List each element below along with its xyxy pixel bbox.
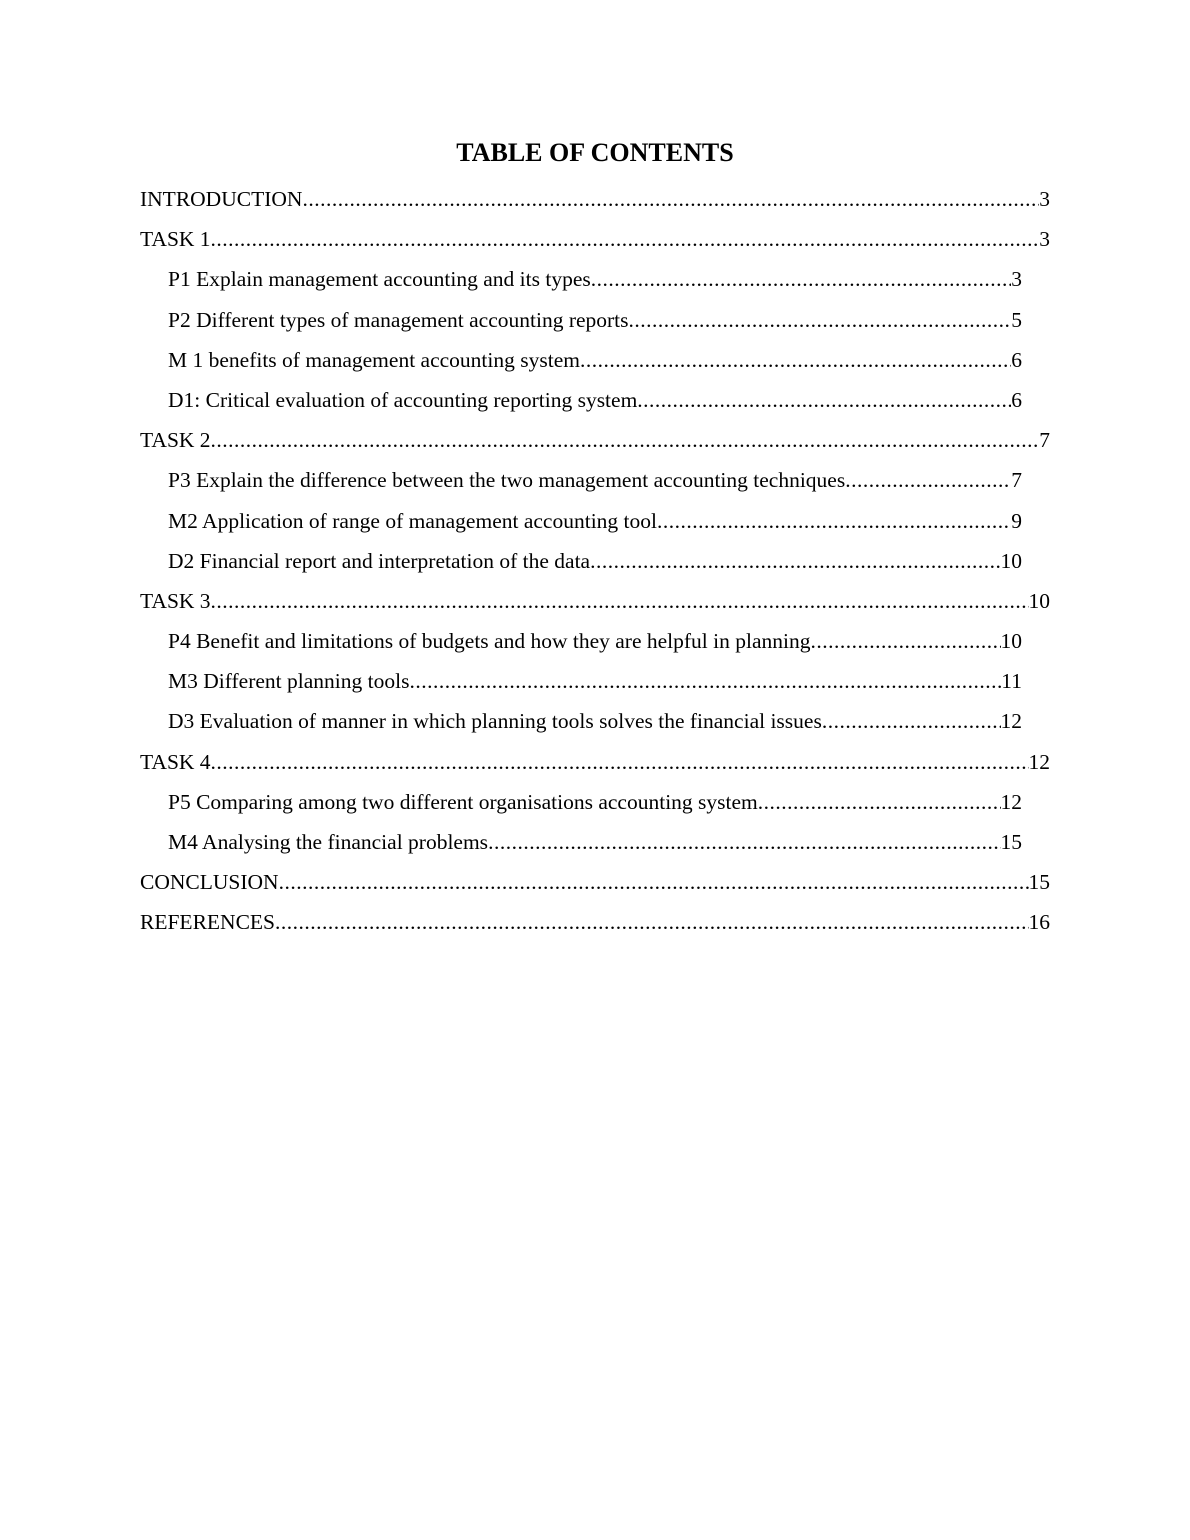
toc-dot-leader	[811, 625, 1001, 657]
toc-page-number: 12	[1000, 789, 1022, 814]
toc-page-number: 12	[1028, 749, 1050, 774]
toc-dot-leader	[211, 585, 1029, 617]
toc-entry-text: D2 Financial report and interpretation of the data	[168, 548, 591, 573]
toc-entry[interactable]	[168, 545, 1022, 585]
toc-entry[interactable]	[168, 263, 1022, 303]
toc-entry-text: CONCLUSION	[140, 870, 279, 895]
toc-page-number: 7	[1011, 468, 1022, 493]
toc-dot-leader	[302, 183, 1039, 215]
toc-entry-text: REFERENCES	[140, 910, 275, 935]
toc-dot-leader	[275, 906, 1029, 938]
toc-dot-leader	[822, 705, 1001, 737]
toc-entry-text: D3 Evaluation of manner in which planning tools solves the financial issues	[168, 709, 822, 734]
toc-dot-leader	[488, 826, 1000, 858]
toc-dot-leader	[591, 263, 1012, 295]
toc-page-number: 10	[1000, 629, 1022, 654]
toc-dot-leader	[409, 665, 1001, 697]
toc-entry[interactable]	[168, 304, 1022, 344]
toc-dot-leader	[629, 304, 1012, 336]
toc-dot-leader	[845, 464, 1011, 496]
toc-page-number: 9	[1011, 508, 1022, 533]
toc-entry[interactable]	[168, 705, 1022, 745]
toc-entry[interactable]	[168, 625, 1022, 665]
toc-dot-leader	[211, 223, 1040, 255]
toc-entry[interactable]	[140, 223, 1050, 263]
toc-page-number: 12	[1000, 709, 1022, 734]
toc-entry[interactable]	[168, 665, 1022, 705]
toc-page-number: 3	[1011, 267, 1022, 292]
toc-entry-text: INTRODUCTION	[140, 187, 303, 211]
toc-dot-leader	[211, 746, 1029, 778]
toc-list	[140, 183, 1050, 947]
toc-page-number: 7	[1039, 428, 1050, 453]
toc-dot-leader	[279, 866, 1029, 898]
toc-entry[interactable]	[168, 464, 1022, 504]
toc-entry-text: TASK 2	[140, 428, 211, 453]
toc-entry-text: M3 Different planning tools	[168, 669, 410, 694]
toc-entry-text: P1 Explain management accounting and its types	[168, 267, 591, 292]
toc-entry[interactable]	[140, 424, 1050, 464]
toc-page-number: 6	[1011, 347, 1022, 372]
toc-entry-text: D1: Critical evaluation of accounting reporting system	[168, 387, 638, 412]
toc-entry[interactable]	[168, 344, 1022, 384]
toc-entry-text: TASK 1	[140, 227, 211, 252]
toc-entry-text: P5 Comparing among two different organisations accounting system	[168, 789, 758, 814]
toc-page-number: 3	[1039, 227, 1050, 252]
toc-entry[interactable]	[140, 183, 1050, 223]
toc-entry[interactable]	[140, 746, 1050, 786]
toc-title: TABLE OF CONTENTS	[456, 138, 734, 167]
toc-entry-text: TASK 4	[140, 749, 211, 774]
toc-entry[interactable]	[168, 505, 1022, 545]
toc-page-number: 11	[1001, 669, 1022, 694]
toc-entry-text: P4 Benefit and limitations of budgets and how they are helpful in planning	[168, 629, 811, 654]
toc-page-number: 15	[1028, 870, 1050, 895]
toc-page-number: 15	[1000, 830, 1022, 854]
toc-entry-text: M2 Application of range of management accounting tool	[168, 508, 657, 533]
toc-page-number: 10	[1000, 548, 1022, 573]
toc-entry-text: M4 Analysing the financial problems	[168, 830, 489, 854]
toc-dot-leader	[211, 424, 1040, 456]
toc-entry-text: M 1 benefits of management accounting system	[168, 347, 580, 372]
toc-dot-leader	[590, 545, 1000, 577]
toc-entry[interactable]	[140, 906, 1050, 946]
toc-page-number: 3	[1039, 187, 1050, 211]
toc-entry[interactable]	[168, 384, 1022, 424]
toc-entry-text: TASK 3	[140, 588, 211, 613]
toc-page-number: 16	[1028, 910, 1050, 935]
toc-dot-leader	[657, 505, 1011, 537]
toc-entry[interactable]	[168, 826, 1022, 866]
toc-page-number: 6	[1011, 387, 1022, 412]
toc-entry[interactable]	[140, 866, 1050, 906]
toc-page-number: 10	[1028, 588, 1050, 613]
toc-entry-text: P3 Explain the difference between the two management accounting techniques	[168, 468, 846, 493]
toc-dot-leader	[637, 384, 1011, 416]
toc-entry[interactable]	[168, 786, 1022, 826]
toc-dot-leader	[580, 344, 1011, 376]
toc-entry-text: P2 Different types of management accounting reports	[168, 307, 629, 332]
toc-page-number: 5	[1011, 307, 1022, 332]
toc-entry[interactable]	[140, 585, 1050, 625]
toc-dot-leader	[758, 786, 1001, 818]
